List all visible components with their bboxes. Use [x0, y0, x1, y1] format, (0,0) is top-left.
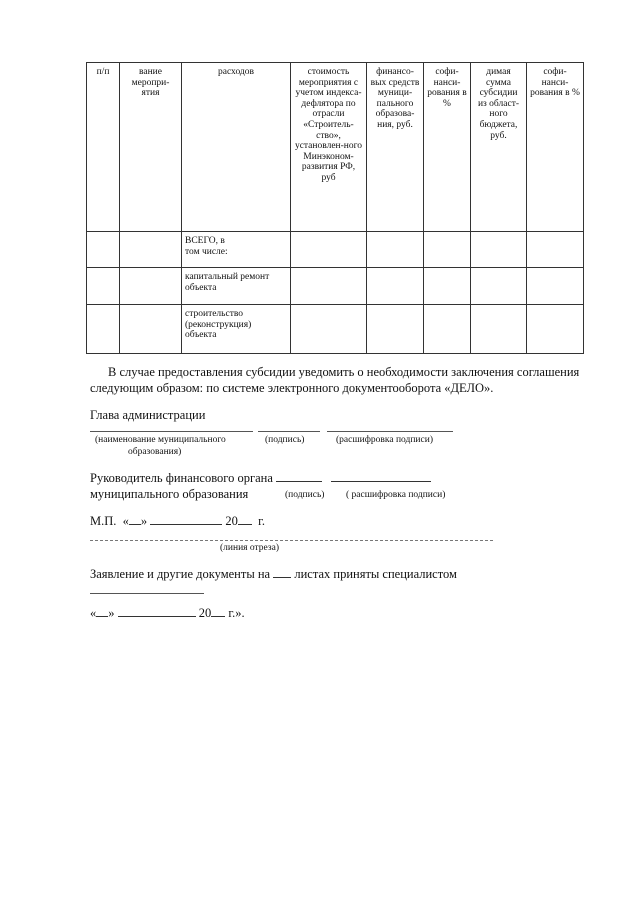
accepted-line: Заявление и другие документы на листах приняты специалистом — [90, 567, 457, 581]
cut-line — [90, 540, 493, 541]
head-admin-title: Глава администрации — [90, 408, 206, 422]
table-row — [87, 268, 584, 305]
header-cell: п/п — [87, 63, 120, 232]
caption-name-2: образования) — [128, 447, 182, 457]
finance-head-line-1: Руководитель финансового органа — [90, 470, 431, 487]
signature-line — [327, 431, 453, 432]
caption-name: (наименование муниципального — [95, 435, 226, 445]
cut-line-label: (линия отреза) — [220, 543, 280, 553]
header-cell: финансо-вых средств муници-пального образова-ния, руб. — [367, 63, 424, 232]
header-cell: расходов — [182, 63, 291, 232]
table-row — [87, 305, 584, 354]
row-label: капитальный ремонт объекта — [182, 268, 291, 305]
subsidy-table — [86, 62, 584, 354]
header-cell: софи-нанси-рования в % — [527, 63, 584, 232]
signature-line — [90, 593, 204, 594]
caption-sign: (подпись) — [265, 435, 305, 445]
paragraph-line-2: следующим образом: по системе электронного документооборота «ДЕЛО». — [90, 381, 494, 395]
signature-line — [258, 431, 320, 432]
header-cell: димая сумма субсидии из област-ного бюджета, руб. — [471, 63, 527, 232]
row-label: ВСЕГО, в том числе: — [182, 232, 291, 268]
stamp-date-line: М.П. « » 20 г. — [90, 514, 265, 528]
header-cell: стоимость мероприятия с учетом индекса-дефлятора по отрасли «Строитель-ство», установлен-ного Минэконом-развития РФ, руб — [291, 63, 367, 232]
table-row — [87, 232, 584, 268]
caption-decode: (расшифровка подписи) — [336, 435, 433, 445]
final-date-line: « » 20 г.». — [90, 606, 245, 620]
paragraph-line-1: В случае предоставления субсидии уведомить о необходимости заключения соглашения — [108, 365, 580, 379]
header-cell: софи-нанси-рования в % — [424, 63, 471, 232]
signature-line — [90, 431, 253, 432]
row-label: строительство (реконструкция) объекта — [182, 305, 291, 354]
table-header-row — [87, 63, 584, 232]
header-cell: вание меропри-ятия — [120, 63, 182, 232]
finance-caption-decode: ( расшифровка подписи) — [346, 490, 446, 500]
finance-caption-sign: (подпись) — [285, 490, 325, 500]
finance-head-line-2: муниципального образования — [90, 487, 249, 501]
